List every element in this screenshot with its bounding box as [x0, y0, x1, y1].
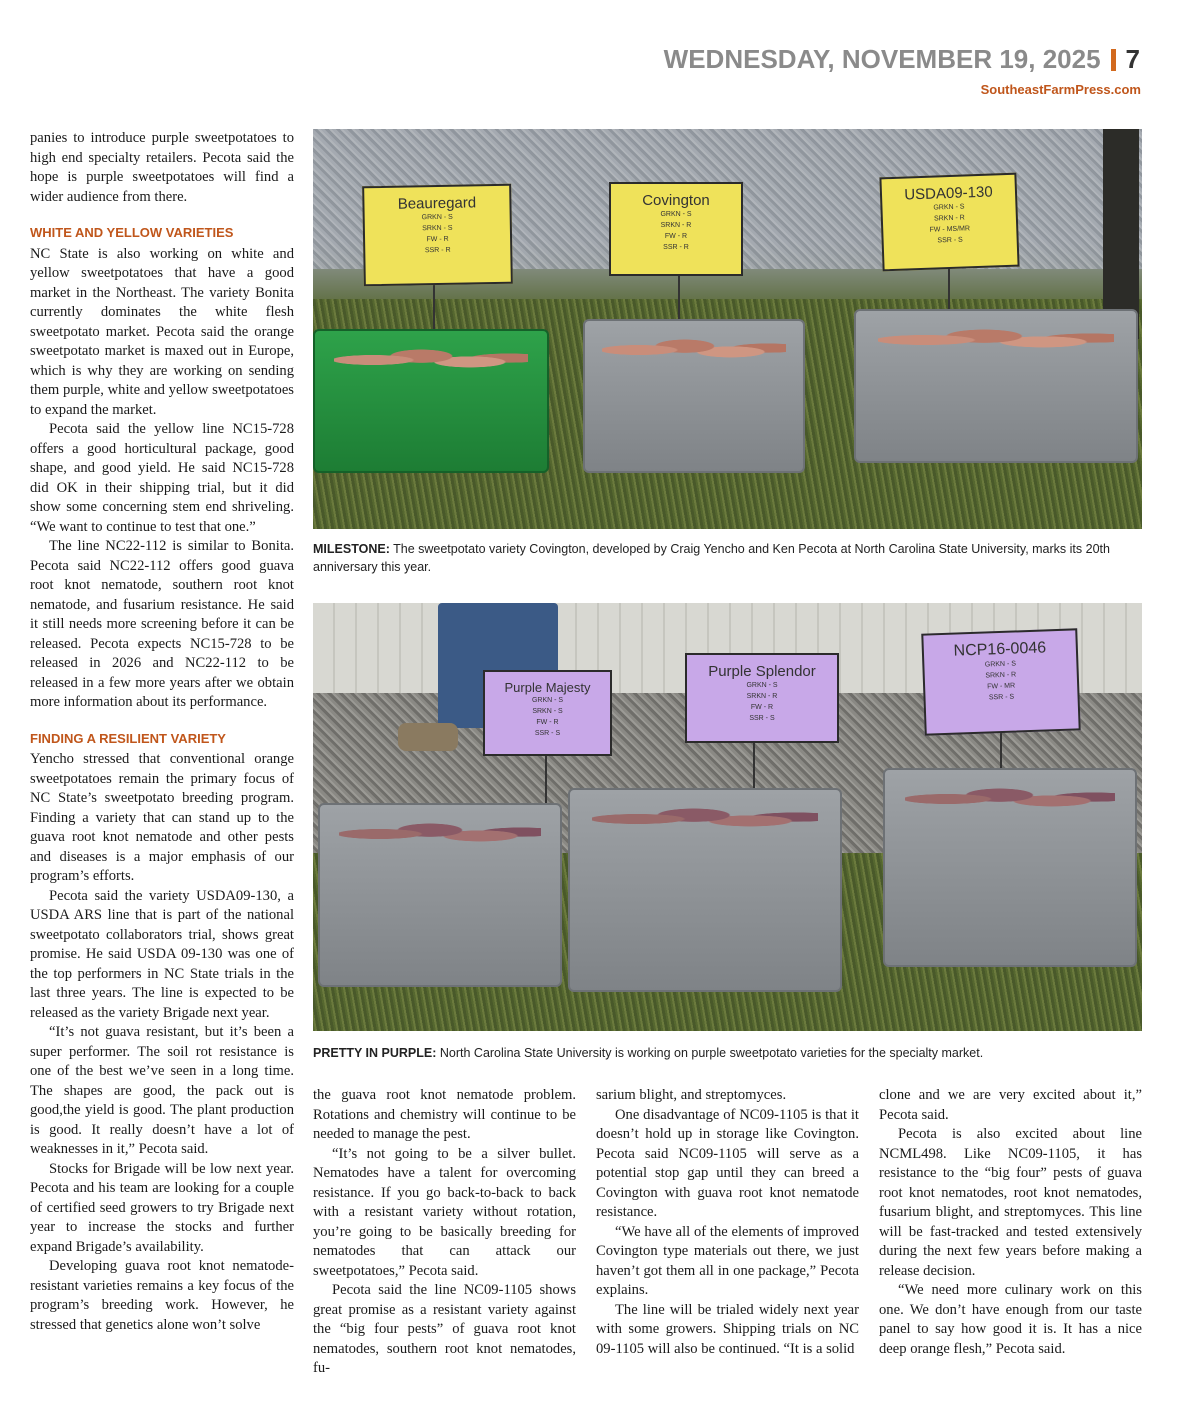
caption-label: MILESTONE:: [313, 542, 390, 556]
photo-orange-sweetpotato-crates: [313, 129, 1142, 529]
sign-line: SRKN - R: [660, 222, 692, 229]
paragraph: Pecota said the line NC09-1105 shows great promise as a resistant variety against the “big four pests” of guava root knot nematodes, southern root knot nematodes, fu-: [313, 1282, 576, 1376]
paragraph: “It’s not guava resistant, but it’s been a super performer. The soil rot resistance is one of the best we’ve seen in a long time. The shapes are good, the pack out is good,the yield is good. The plant production is good. It really doesn’t have a lot of weaknesses in it,” Pecota said.: [30, 1024, 294, 1157]
sign-title: NCP16-0046: [953, 639, 1047, 660]
sign-title: Purple Majesty: [504, 680, 591, 695]
caption-label: PRETTY IN PURPLE:: [313, 1046, 437, 1060]
gray-crate: [883, 768, 1137, 967]
paragraph: “We need more culinary work on this one. We don’t have enough from our taste panel to say how good it is. It has a nice deep orange flesh,” Pecota said.: [879, 1282, 1142, 1357]
sign-title: USDA09-130: [904, 183, 993, 204]
article-column-1: [30, 129, 294, 1335]
section-heading-white-yellow: WHITE AND YELLOW VARIETIES: [30, 225, 234, 240]
section-heading-resilient: FINDING A RESILIENT VARIETY: [30, 730, 226, 746]
variety-sign-usda09-130: [879, 173, 1019, 272]
caption-text: The sweetpotato variety Covington, developed by Craig Yencho and Ken Pecota at North Carolina State University, marks its 20th anniversary this year.: [313, 542, 1110, 574]
sign-line: FW - R: [426, 235, 449, 244]
photo-purple-sweetpotato-crates: [313, 603, 1142, 1031]
sweetpotatoes: [339, 815, 541, 853]
paragraph: Yencho stressed that conventional orange sweetpotatoes remain the primary focus of NC State’s sweetpotato breeding program. Finding a variety that can stand up to the guava root knot nematode and other pests and diseases is a major emphasis of our program’s efforts.: [30, 751, 294, 884]
variety-sign-beauregard: [362, 184, 513, 287]
sign-line: FW - R: [750, 704, 774, 711]
sign-line: SRKN - S: [422, 224, 453, 233]
sweetpotatoes: [334, 341, 529, 379]
gray-crate: [568, 788, 842, 992]
paragraph: NC State is also working on white and yellow sweetpotatoes that have a good market in the Northeast. The variety Bonita currently dominates the white flesh sweetpotato market. Pecota said the orange sweetpotato market is maxed out in Europe, which is why they are working on sending them purple, white and yellow sweetpotatoes to expand the market.: [30, 245, 294, 418]
article-column-4: [879, 1086, 1142, 1359]
header-divider: [1111, 49, 1116, 71]
sign-line: SRKN - R: [746, 693, 778, 700]
photo-caption-milestone: [313, 540, 1142, 576]
paragraph: “It’s not going to be a silver bullet. Nematodes have a talent for overcoming resistance. If you go back-to-back to back with a resistant variety without rotation, you’re going to be basically breeding for nematodes that can attack our sweetpotatoes,” Pecota said.: [313, 1145, 576, 1279]
variety-sign-covington: [609, 182, 743, 276]
paragraph: sarium blight, and streptomyces.: [596, 1087, 787, 1103]
photo-caption-pretty-in-purple: [313, 1044, 1142, 1062]
site-url[interactable]: SoutheastFarmPress.com: [980, 82, 1141, 97]
variety-sign-purple-majesty: [483, 670, 612, 756]
sign-line: FW - R: [664, 233, 688, 240]
sweetpotatoes: [602, 331, 785, 369]
sign-stake: [545, 753, 547, 803]
sign-line: GRKN - S: [421, 213, 453, 222]
sign-title: Purple Splendor: [708, 663, 816, 680]
variety-sign-purple-splendor: [685, 653, 839, 743]
sign-line: SSR - S: [988, 693, 1015, 702]
sign-line: SRKN - S: [532, 708, 563, 715]
variety-sign-ncp16-0046: [921, 628, 1080, 735]
sign-line: SSR - S: [749, 715, 775, 722]
page-number: 7: [1125, 44, 1140, 74]
sign-line: FW - R: [536, 719, 559, 726]
paragraph: Pecota is also excited about line NCML498. Like NC09-1105, it has resistance to the “big four” pests of guava root knot nematodes, root knot nematodes, fusarium blight, and streptomyces. This line will be fast-tracked and tested extensively during the next few years before making a release decision.: [879, 1126, 1142, 1279]
sign-line: GRKN - S: [660, 211, 692, 218]
sweetpotatoes: [592, 800, 819, 838]
paragraph: panies to introduce purple sweetpotatoes to high end specialty retailers. Pecota said the hope is purple sweetpotatoes will find a wider audience from there.: [30, 130, 294, 205]
gray-crate: [583, 319, 805, 473]
caption-text: North Carolina State University is working on purple sweetpotato varieties for the specialty market.: [436, 1046, 984, 1060]
sign-line: SSR - R: [663, 244, 689, 251]
gray-crate: [318, 803, 562, 987]
gray-crate: [854, 309, 1138, 463]
sign-line: SRKN - R: [933, 214, 965, 223]
paragraph: One disadvantage of NC09-1105 is that it doesn’t hold up in storage like Covington. Pecota said NC09-1105 will serve as a potential stop gap until they can breed a Covington with guava root knot nematode resistance.: [596, 1106, 859, 1220]
sign-line: SRKN - R: [985, 671, 1017, 680]
sign-title: Beauregard: [397, 194, 477, 213]
sign-line: SSR - S: [534, 730, 561, 737]
paragraph: Stocks for Brigade will be low next year. Pecota and his team are looking for a couple of certified seed growers to try Brigade next year to increase the stocks and further expand Brigade’s availability.: [30, 1160, 294, 1255]
paragraph: Developing guava root knot nematode-resistant varieties remains a key focus of the program’s breeding work. However, he stressed that genetics alone won’t solve: [30, 1258, 294, 1333]
issue-date: WEDNESDAY, NOVEMBER 19, 2025: [663, 44, 1101, 74]
person-shoe: [398, 723, 458, 751]
sign-line: SSR - R: [424, 246, 451, 255]
article-column-2: [313, 1086, 576, 1379]
sign-line: SSR - S: [937, 236, 963, 245]
sweetpotatoes: [878, 321, 1113, 359]
paragraph: Pecota said the variety USDA09-130, a USDA ARS line that is part of the national sweetpotato collaborators trial, shows great promise. He said USDA 09-130 was one of the top performers in NC State trials in the last three years. The line is expected to be released as the variety Brigade next year.: [30, 887, 294, 1021]
article-column-3: [596, 1086, 859, 1359]
sign-line: FW - MR: [987, 682, 1016, 691]
paragraph: the guava root knot nematode problem. Rotations and chemistry will continue to be needed to manage the pest.: [313, 1087, 576, 1142]
paragraph: The line NC22-112 is similar to Bonita. Pecota said NC22-112 offers good guava root knot nematode, southern root knot nematode, and fusarium resistance. He said it still needs more screening before it can be released. Pecota expects NC15-728 to be released in 2026 and NC22-112 to be released in a few more years after we obtain more information about its performance.: [30, 538, 294, 710]
paragraph: clone and we are very excited about it,” Pecota said.: [879, 1087, 1142, 1123]
paragraph: The line will be trialed widely next year with some growers. Shipping trials on NC 09-1105 will also be continued. “It is a solid: [596, 1301, 859, 1357]
paragraph: Pecota said the yellow line NC15-728 offers a good horticultural package, good shape, and good yield. He said NC15-728 did OK in their shipping trial, but it did show some concerning stem end shriveling. “We want to continue to test that one.”: [30, 421, 294, 535]
sign-line: FW - MS/MR: [929, 225, 971, 234]
sign-line: GRKN - S: [933, 203, 965, 212]
person-leg: [1103, 129, 1139, 339]
green-crate: [313, 329, 549, 473]
sign-line: GRKN - S: [531, 697, 564, 704]
paragraph: “We have all of the elements of improved Covington type materials out there, we just haven’t got them all in one package,” Pecota explains.: [596, 1223, 859, 1298]
sweetpotatoes: [905, 780, 1115, 818]
sign-line: GRKN - S: [746, 682, 778, 689]
page-header: [664, 44, 1140, 75]
sign-line: GRKN - S: [984, 660, 1017, 669]
sign-title: Covington: [642, 192, 710, 209]
